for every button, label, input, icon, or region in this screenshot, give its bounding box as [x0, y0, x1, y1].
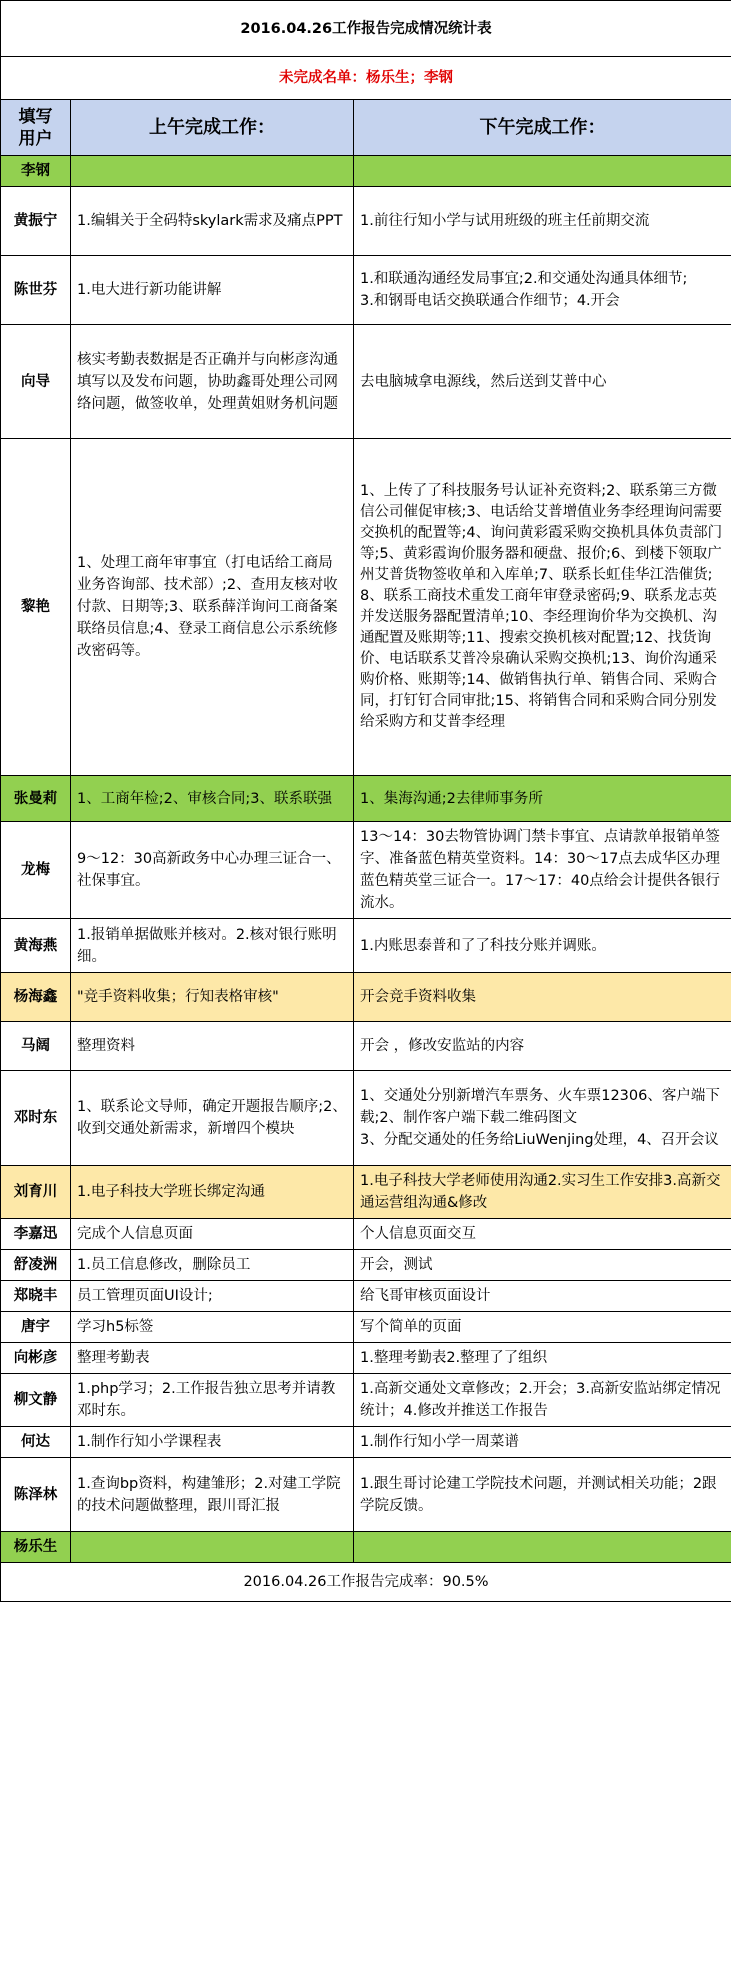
- afternoon-work-cell: 给飞哥审核页面设计: [354, 1281, 731, 1312]
- user-name-cell: 龙梅: [1, 822, 71, 919]
- morning-work-cell: 1.查询bp资料，构建雏形；2.对建工学院的技术问题做整理，跟川哥汇报: [71, 1458, 354, 1532]
- morning-work-cell: 整理考勤表: [71, 1343, 354, 1374]
- morning-work-cell: [71, 1532, 354, 1563]
- morning-work-cell: 1、联系论文导师，确定开题报告顺序;2、收到交通处新需求，新增四个模块: [71, 1071, 354, 1166]
- user-name-cell: 马阔: [1, 1022, 71, 1071]
- afternoon-work-cell: 1.和联通沟通经发局事宜;2.和交通处沟通具体细节; 3.和钢哥电话交换联通合作细节；4.开会: [354, 256, 731, 325]
- table-row: [1, 1071, 731, 1166]
- title-row: [1, 1, 731, 57]
- user-name-cell: 向彬彦: [1, 1343, 71, 1374]
- header-morning: 上午完成工作：: [71, 100, 354, 156]
- table-row: [1, 439, 731, 776]
- morning-work-cell: 1.php学习；2.工作报告独立思考并请教邓时东。: [71, 1374, 354, 1427]
- user-name-cell: 邓时东: [1, 1071, 71, 1166]
- morning-work-cell: 1.报销单据做账并核对。2.核对银行账明细。: [71, 919, 354, 973]
- table-row: [1, 1312, 731, 1343]
- table-row: [1, 1022, 731, 1071]
- report-table-body: [1, 1, 731, 1563]
- table-row: [1, 973, 731, 1022]
- table-row: [1, 1281, 731, 1312]
- afternoon-work-cell: 1.前往行知小学与试用班级的班主任前期交流: [354, 187, 731, 256]
- afternoon-work-cell: 1、上传了了科技服务号认证补充资料;2、联系第三方微信公司催促审核;3、电话给艾普增值业务李经理询问需要交换机的配置等;4、询问黄彩霞采购交换机具体负责部门等;5、黄彩霞询价服务器和硬盘、报价;6、到楼下领取广州艾普货物签收单和入库单;7、联系长虹佳华江浩催货;8、联系工商技术重发工商年审登录密码;9、联系龙志英并发送服务器配置清单;10、李经理询价华为交换机、沟通配置及账期等;11、搜索交换机核对配置;12、找货询价、电话联系艾普冷泉确认采购交换机;13、询价沟通采购价格、账期等;14、做销售执行单、销售合同、采购合同，打钉钉合同审批;15、将销售合同和采购合同分别发给采购方和艾普李经理: [354, 439, 731, 776]
- header-user: 填写 用户: [1, 100, 71, 156]
- user-name-cell: 柳文静: [1, 1374, 71, 1427]
- morning-work-cell: 1.电子科技大学班长绑定沟通: [71, 1166, 354, 1219]
- morning-work-cell: "竞手资料收集；行知表格审核": [71, 973, 354, 1022]
- user-name-cell: 杨海鑫: [1, 973, 71, 1022]
- afternoon-work-cell: 1、交通处分别新增汽车票务、火车票12306、客户端下载;2、制作客户端下载二维码图文 3、分配交通处的任务给LiuWenjing处理，4、召开会议: [354, 1071, 731, 1166]
- user-name-cell: 何达: [1, 1427, 71, 1458]
- user-name-cell: 陈泽林: [1, 1458, 71, 1532]
- table-row: [1, 1427, 731, 1458]
- afternoon-work-cell: 1.内账思泰普和了了科技分账并调账。: [354, 919, 731, 973]
- table-row: [1, 822, 731, 919]
- user-name-cell: 黎艳: [1, 439, 71, 776]
- user-name-cell: 杨乐生: [1, 1532, 71, 1563]
- afternoon-work-cell: 开会 ，修改安监站的内容: [354, 1022, 731, 1071]
- user-name-cell: 郑晓丰: [1, 1281, 71, 1312]
- header-row: [1, 100, 731, 156]
- header-afternoon: 下午完成工作：: [354, 100, 731, 156]
- afternoon-work-cell: 去电脑城拿电源线，然后送到艾普中心: [354, 325, 731, 439]
- table-row: [1, 1374, 731, 1427]
- morning-work-cell: 核实考勤表数据是否正确并与向彬彦沟通填写以及发布问题，协助鑫哥处理公司网络问题，做签收单，处理黄姐财务机问题: [71, 325, 354, 439]
- table-row: [1, 919, 731, 973]
- afternoon-work-cell: 1.制作行知小学一周菜谱: [354, 1427, 731, 1458]
- morning-work-cell: 整理资料: [71, 1022, 354, 1071]
- morning-work-cell: 员工管理页面UI设计;: [71, 1281, 354, 1312]
- afternoon-work-cell: [354, 1532, 731, 1563]
- morning-work-cell: 9～12：30高新政务中心办理三证合一、社保事宜。: [71, 822, 354, 919]
- user-name-cell: 陈世芬: [1, 256, 71, 325]
- morning-work-cell: 学习h5标签: [71, 1312, 354, 1343]
- table-row: [1, 256, 731, 325]
- table-row: [1, 1166, 731, 1219]
- morning-work-cell: 完成个人信息页面: [71, 1219, 354, 1250]
- table-row: [1, 156, 731, 187]
- user-name-cell: 黄振宁: [1, 187, 71, 256]
- table-row: [1, 1219, 731, 1250]
- table-row: [1, 1458, 731, 1532]
- morning-work-cell: 1、处理工商年审事宜（打电话给工商局业务咨询部、技术部）;2、查用友核对收付款、日期等;3、联系薛洋询问工商备案联络员信息;4、登录工商信息公示系统修改密码等。: [71, 439, 354, 776]
- user-name-cell: 唐宇: [1, 1312, 71, 1343]
- morning-work-cell: 1.制作行知小学课程表: [71, 1427, 354, 1458]
- afternoon-work-cell: 1.整理考勤表2.整理了了组织: [354, 1343, 731, 1374]
- user-name-cell: 李钢: [1, 156, 71, 187]
- table-row: [1, 325, 731, 439]
- morning-work-cell: 1、工商年检;2、审核合同;3、联系联强: [71, 776, 354, 822]
- morning-work-cell: 1.电大进行新功能讲解: [71, 256, 354, 325]
- afternoon-work-cell: 1.高新交通处文章修改；2.开会；3.高新安监站绑定情况统计；4.修改并推送工作报告: [354, 1374, 731, 1427]
- afternoon-work-cell: 13～14：30去物管协调门禁卡事宜、点请款单报销单签字、准备蓝色精英堂资料。14：30～17点去成华区办理蓝色精英堂三证合一。17～17：40点给会计提供各银行流水。: [354, 822, 731, 919]
- afternoon-work-cell: [354, 156, 731, 187]
- user-name-cell: 刘育川: [1, 1166, 71, 1219]
- user-name-cell: 向导: [1, 325, 71, 439]
- completion-rate: 2016.04.26工作报告完成率：90.5%: [1, 1563, 731, 1602]
- table-row: [1, 1250, 731, 1281]
- afternoon-work-cell: 1.电子科技大学老师使用沟通2.实习生工作安排3.高新交通运营组沟通&修改: [354, 1166, 731, 1219]
- morning-work-cell: 1.员工信息修改，删除员工: [71, 1250, 354, 1281]
- table-row: [1, 1532, 731, 1563]
- morning-work-cell: 1.编辑关于全码特skylark需求及痛点PPT: [71, 187, 354, 256]
- table-row: [1, 1343, 731, 1374]
- afternoon-work-cell: 写个简单的页面: [354, 1312, 731, 1343]
- user-name-cell: 张曼莉: [1, 776, 71, 822]
- user-name-cell: 舒凌洲: [1, 1250, 71, 1281]
- morning-work-cell: [71, 156, 354, 187]
- user-name-cell: 黄海燕: [1, 919, 71, 973]
- unfinished-list: 未完成名单：杨乐生；李钢: [1, 57, 731, 100]
- afternoon-work-cell: 开会，测试: [354, 1250, 731, 1281]
- user-name-cell: 李嘉迅: [1, 1219, 71, 1250]
- afternoon-work-cell: 1.跟生哥讨论建工学院技术问题，并测试相关功能；2跟学院反馈。: [354, 1458, 731, 1532]
- afternoon-work-cell: 个人信息页面交互: [354, 1219, 731, 1250]
- unfinished-row: [1, 57, 731, 100]
- table-row: [1, 776, 731, 822]
- table-row: [1, 187, 731, 256]
- footer-row: [1, 1563, 731, 1602]
- afternoon-work-cell: 开会竞手资料收集: [354, 973, 731, 1022]
- afternoon-work-cell: 1、集海沟通;2去律师事务所: [354, 776, 731, 822]
- report-title: 2016.04.26工作报告完成情况统计表: [1, 1, 731, 57]
